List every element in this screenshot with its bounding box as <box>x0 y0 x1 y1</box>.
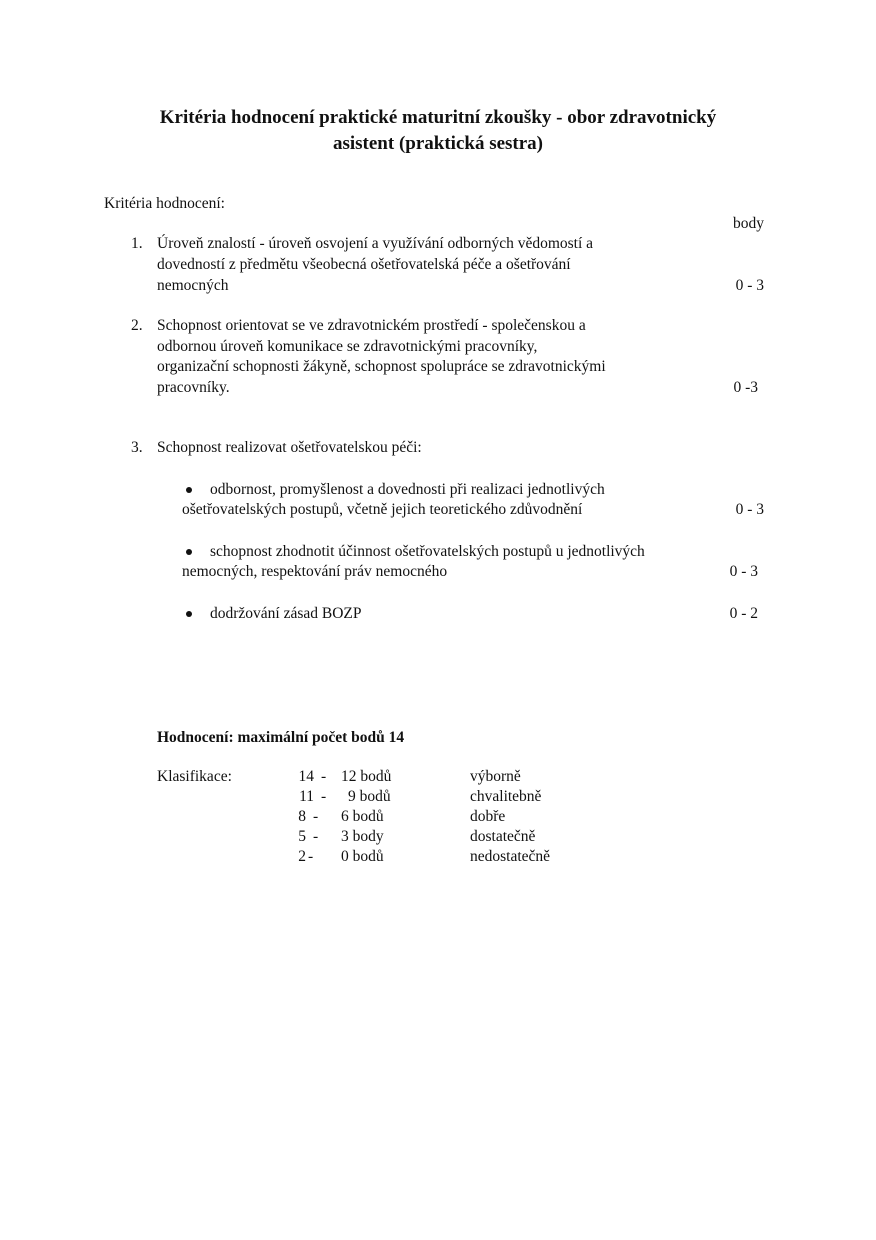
subitem-points: 0 - 3 <box>735 501 764 518</box>
criterion-text-line: Schopnost orientovat se ve zdravotnickém prostředí - společenskou a <box>157 317 586 334</box>
range-from: 5 <box>298 828 306 845</box>
document-title-line-1: Kritéria hodnocení praktické maturitní zkoušky - obor zdravotnický <box>159 107 717 128</box>
criterion-number: 1. <box>131 235 143 252</box>
range-separator: - <box>321 788 327 805</box>
range-from: 2 <box>298 848 306 865</box>
grade: dobře <box>470 808 506 825</box>
criterion-text-line: odbornou úroveň komunikace se zdravotnickými pracovníky, <box>157 338 538 355</box>
range-separator: - <box>308 848 314 865</box>
subitem-text-line: dodržování zásad BOZP <box>210 605 362 622</box>
range-from: 8 <box>298 808 306 825</box>
evaluation-max-points: Hodnocení: maximální počet bodů 14 <box>157 729 405 746</box>
subitem-points: 0 - 2 <box>729 605 758 622</box>
range-from: 11 <box>299 788 314 805</box>
subitem-text-line: odbornost, promyšlenost a dovednosti při realizaci jednotlivých <box>210 481 605 498</box>
criterion-text-line: nemocných <box>157 277 229 294</box>
classification-label: Klasifikace: <box>157 768 232 785</box>
criterion-text-line: Úroveň znalostí - úroveň osvojení a využívání odborných vědomostí a <box>157 235 594 252</box>
criterion-text-line: organizační schopnosti žákyně, schopnost spolupráce se zdravotnickými <box>157 358 606 375</box>
document-title-line-2: asistent (praktická sestra) <box>332 133 544 154</box>
points-header: body <box>733 215 764 232</box>
range-separator: - <box>313 828 319 845</box>
grade: chvalitebně <box>470 788 542 805</box>
range-separator: - <box>313 808 319 825</box>
range-to: 6 bodů <box>341 808 384 825</box>
bullet-icon <box>186 611 192 617</box>
bullet-icon <box>186 487 192 493</box>
grade: dostatečně <box>470 828 536 845</box>
criterion-text-line: dovedností z předmětu všeobecná ošetřovatelská péče a ošetřování <box>157 256 571 273</box>
subitem-text-line: schopnost zhodnotit účinnost ošetřovatelských postupů u jednotlivých <box>210 543 645 560</box>
grade: nedostatečně <box>470 848 551 865</box>
range-to: 3 body <box>341 828 384 845</box>
range-to: 9 bodů <box>348 788 391 805</box>
criteria-heading: Kritéria hodnocení: <box>104 195 225 212</box>
range-to: 0 bodů <box>341 848 384 865</box>
subitem-text-line: nemocných, respektování práv nemocného <box>182 563 448 580</box>
range-from: 14 <box>298 768 314 785</box>
criterion-number: 3. <box>131 439 143 456</box>
subitem-points: 0 - 3 <box>729 563 758 580</box>
criterion-text-line: pracovníky. <box>157 379 230 396</box>
criterion-points: 0 - 3 <box>735 277 764 294</box>
criterion-number: 2. <box>131 317 143 334</box>
subitem-text-line: ošetřovatelských postupů, včetně jejich teoretického zdůvodnění <box>182 501 583 518</box>
criterion-text-line: Schopnost realizovat ošetřovatelskou péči: <box>157 439 422 456</box>
range-separator: - <box>321 768 327 785</box>
grade: výborně <box>470 768 521 785</box>
criterion-points: 0 -3 <box>733 379 758 396</box>
bullet-icon <box>186 549 192 555</box>
range-to: 12 bodů <box>341 768 392 785</box>
